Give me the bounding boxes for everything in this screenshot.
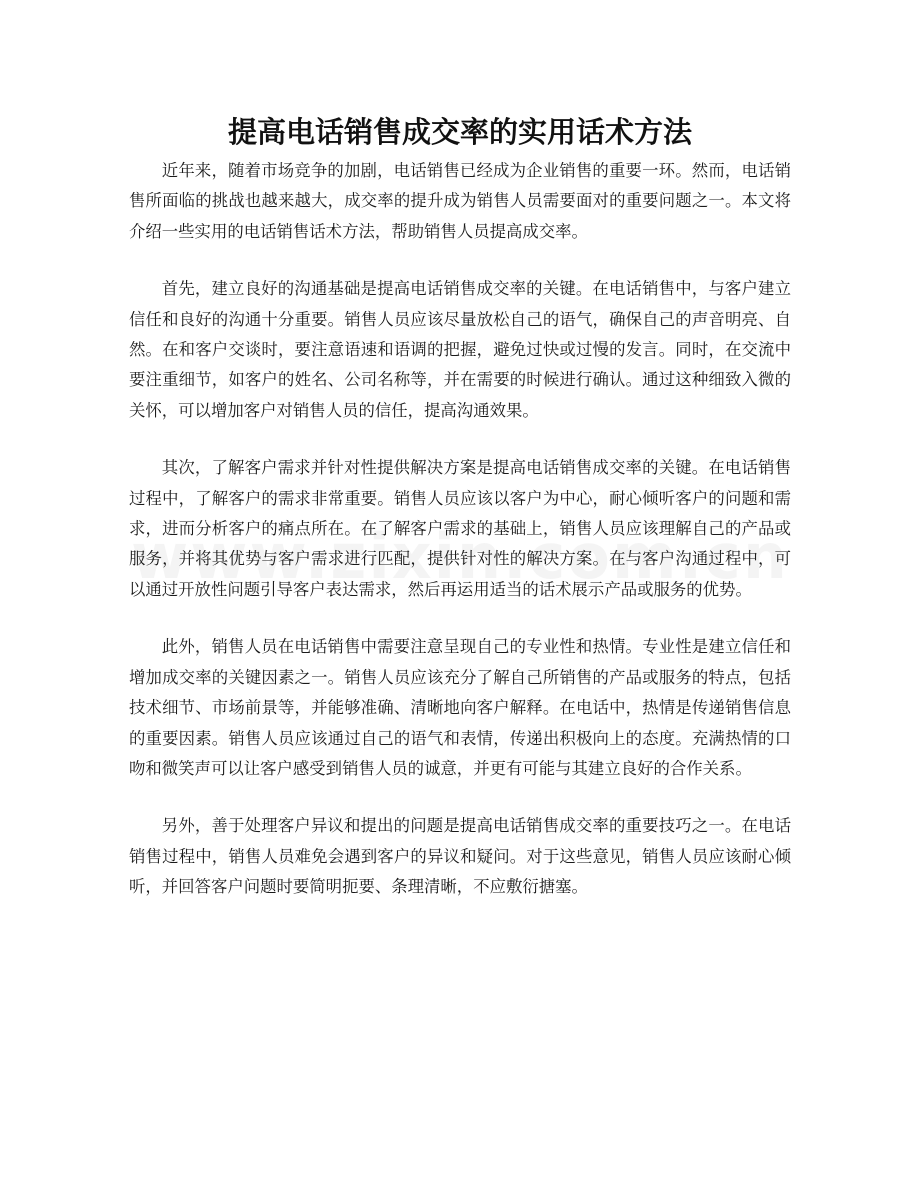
paragraph-3: 其次，了解客户需求并针对性提供解决方案是提高电话销售成交率的关键。在电话销售过程中，了解客户的需求非常重要。销售人员应该以客户为中心，耐心倾听客户的问题和需求，进而分析客户的痛点所在。在了解客户需求的基础上，销售人员应该理解自己的产品或服务，并将其优势与客户需求进行匹配，提供针对性的解决方案。在与客户沟通过程中，可以通过开放性问题引导客户表达需求，然后再运用适当的话术展示产品或服务的优势。 bbox=[129, 458, 791, 599]
paragraph-2: 首先，建立良好的沟通基础是提高电话销售成交率的关键。在电话销售中，与客户建立信任和良好的沟通十分重要。销售人员应该尽量放松自己的语气，确保自己的声音明亮、自然。在和客户交谈时，要注意语速和语调的把握，避免过快或过慢的发言。同时，在交流中要注重细节，如客户的姓名、公司名称等，并在需要的时候进行确认。通过这种细致入微的关怀，可以增加客户对销售人员的信任，提高沟通效果。 bbox=[129, 279, 791, 420]
document-title: 提高电话销售成交率的实用话术方法 bbox=[227, 115, 692, 149]
paragraph-1: 近年来，随着市场竞争的加剧，电话销售已经成为企业销售的重要一环。然而，电话销售所面临的挑战也越来越大，成交率的提升成为销售人员需要面对的重要问题之一。本文将介绍一些实用的电话销售话术方法，帮助销售人员提高成交率。 bbox=[129, 161, 791, 241]
paragraph-4: 此外，销售人员在电话销售中需要注意呈现自己的专业性和热情。专业性是建立信任和增加成交率的关键因素之一。销售人员应该充分了解自己所销售的产品或服务的特点，包括技术细节、市场前景等，并能够准确、清晰地向客户解释。在电话中，热情是传递销售信息的重要因素。销售人员应该通过自己的语气和表情，传递出积极向上的态度。充满热情的口吻和微笑声可以让客户感受到销售人员的诚意，并更有可能与其建立良好的合作关系。 bbox=[129, 637, 791, 778]
document-body bbox=[129, 156, 791, 930]
paragraph-5: 另外，善于处理客户异议和提出的问题是提高电话销售成交率的重要技巧之一。在电话销售过程中，销售人员难免会遇到客户的异议和疑问。对于这些意见，销售人员应该耐心倾听，并回答客户问题时要简明扼要、条理清晰，不应敷衍搪塞。 bbox=[129, 816, 791, 897]
